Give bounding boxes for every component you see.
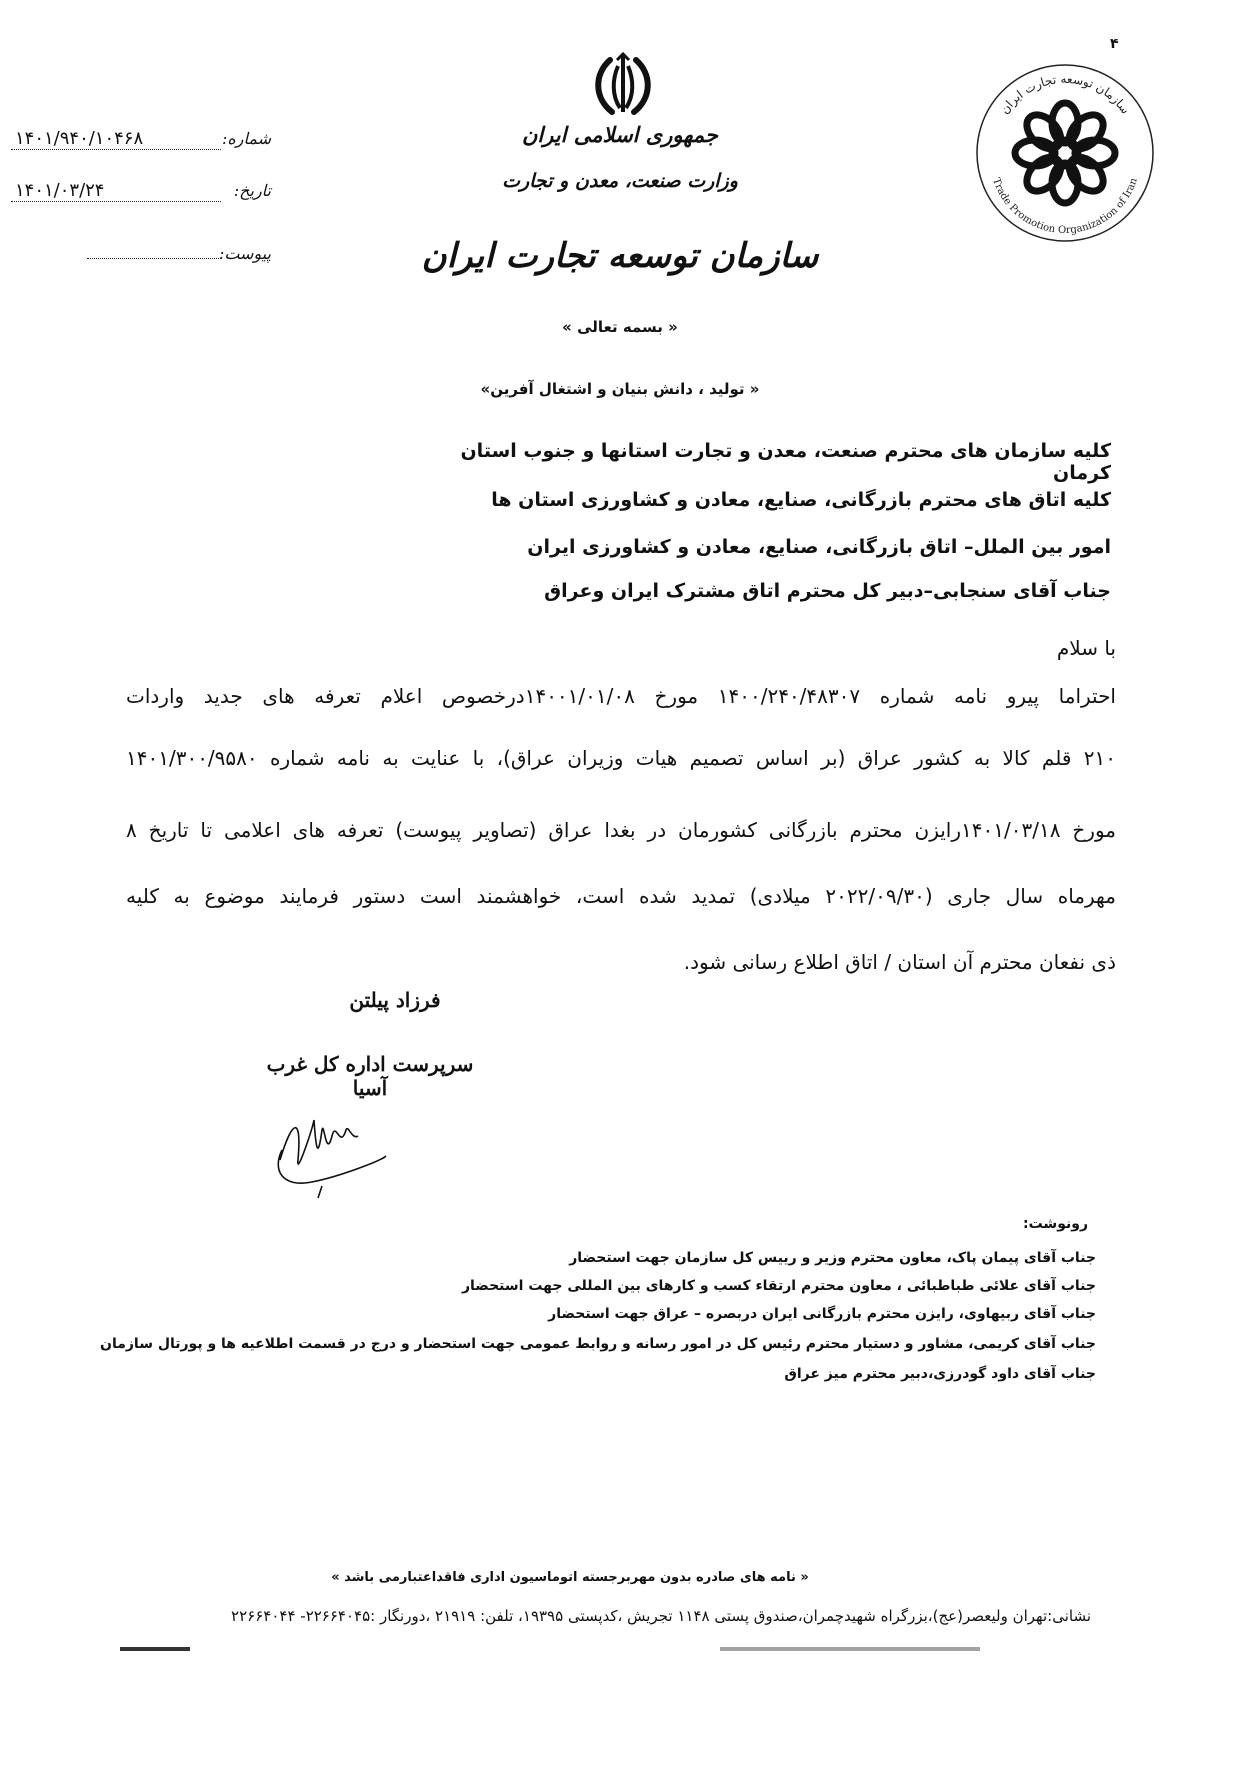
seal-text-fa: سازمان توسعه تجارت ایران [997, 71, 1133, 117]
addressee-line: کلیه سازمان های محترم صنعت، معدن و تجارت استانها و جنوب استان کرمان [460, 440, 1111, 484]
footer-disclaimer: « نامه های صادره بدون مهربرجسته اتوماسیون اداری فاقداعتبارمی باشد » [331, 1570, 809, 1585]
organization-seal-icon [970, 58, 1160, 248]
cutoff-text-line [120, 1645, 1090, 1653]
year-slogan: « تولید ، دانش بنیان و اشتغال آفرین» [480, 380, 760, 398]
copy-recipient: جناب آقای کریمی، مشاور و دستیار محترم رئیس کل در امور رسانه و روابط عمومی جهت استحضار و درج در قسمت اطلاعیه ها و پورتال سازمان [100, 1336, 1096, 1352]
body-line: مورخ ۱۴۰۱/۰۳/۱۸رایزن محترم بازرگانی کشورمان در بغدا عراق (تصاویر پیوست) تعرفه های اعلامی تا تاریخ ۸ [126, 818, 1116, 842]
signatory-title: سرپرست اداره کل غرب آسیا [266, 1052, 474, 1100]
letter-attachment-value [87, 240, 221, 259]
seal-text-en: Trade Promotion Organization of Iran [990, 176, 1140, 237]
body-line: احتراما پیرو نامه شماره ۱۴۰۰/۲۴۰/۴۸۳۰۷ مورخ ۱۴۰۰۱/۰۱/۰۸درخصوص اعلام تعرفه های جدید واردات [126, 684, 1116, 708]
letter-attachment-row [11, 240, 271, 270]
handwritten-signature-icon [262, 1090, 392, 1200]
copy-recipient: جناب آقای پیمان پاک، معاون محترم وزیر و رییس کل سازمان جهت استحضار [569, 1250, 1096, 1266]
bismillah: « بسمه تعالی » [562, 318, 678, 336]
addressee-line: کلیه اتاق های محترم بازرگانی، صنایع، معادن و کشاورزی استان ها [491, 489, 1111, 511]
letter-date-value: ۱۴۰۱/۰۳/۲۴ [11, 180, 221, 202]
iran-emblem-icon [588, 52, 658, 118]
body-line: مهرماه سال جاری (۲۰۲۲/۰۹/۳۰ میلادی) تمدید شده است، خواهشمند است دستور فرمایند موضوع به کلیه [126, 884, 1116, 908]
copies-heading: رونوشت: [1023, 1216, 1088, 1232]
body-line: ذی نفعان محترم آن استان / اتاق اطلاع رسانی شود. [683, 950, 1116, 974]
republic-title: جمهوری اسلامی ایران [521, 122, 719, 147]
signatory-name: فرزاد پیلتن [349, 988, 441, 1012]
addressee-line: امور بین الملل– اتاق بازرگانی، صنایع، معادن و کشاورزی ایران [527, 536, 1111, 558]
letter-number-row [11, 128, 271, 158]
body-line: ۲۱۰ قلم کالا به کشور عراق (بر اساس تصمیم هیات وزیران عراق)، با عنایت به نامه شماره ۱۴۰۱/۳۰۰/۹۵۸۰ [126, 746, 1116, 770]
letter-date-label: تاریخ: [233, 181, 271, 200]
ministry-title: وزارت صنعت، معدن و تجارت [502, 170, 738, 192]
salutation: با سلام [1056, 636, 1116, 660]
addressee-line: جناب آقای سنجابی–دبیر کل محترم اتاق مشترک ایران وعراق [544, 580, 1111, 602]
footer-address: نشانی:تهران ولیعصر(عج)،بزرگراه شهیدچمران،صندوق پستی ۱۱۴۸ تجریش ،کدپستی ۱۹۳۹۵، تلفن: ۲۱۹۱۹ ،دورنگار :۲۲۶۶۴۰۴۵- ۲۲۶۶۴۰۴۴ [231, 1607, 1091, 1625]
letter-attachment-label: پیوست: [218, 244, 271, 263]
letter-number-label: شماره: [221, 129, 271, 148]
copy-recipient: جناب آقای علائی طباطبائی ، معاون محترم ارتقاء کسب و کارهای بین المللی جهت استحضار [461, 1278, 1096, 1294]
copy-recipient: جناب آقای داود گودرزی،دبیر محترم میز عراق [784, 1366, 1096, 1382]
page-mark: ۴ [1110, 36, 1119, 52]
copy-recipient: جناب آقای ربیهاوی، رایزن محترم بازرگانی ایران دربصره – عراق جهت استحضار [548, 1306, 1096, 1322]
letter-number-value: ۱۴۰۱/۹۴۰/۱۰۴۶۸ [11, 128, 221, 150]
organization-title: سازمان توسعه تجارت ایران [421, 236, 819, 276]
letter-date-row [11, 180, 271, 210]
